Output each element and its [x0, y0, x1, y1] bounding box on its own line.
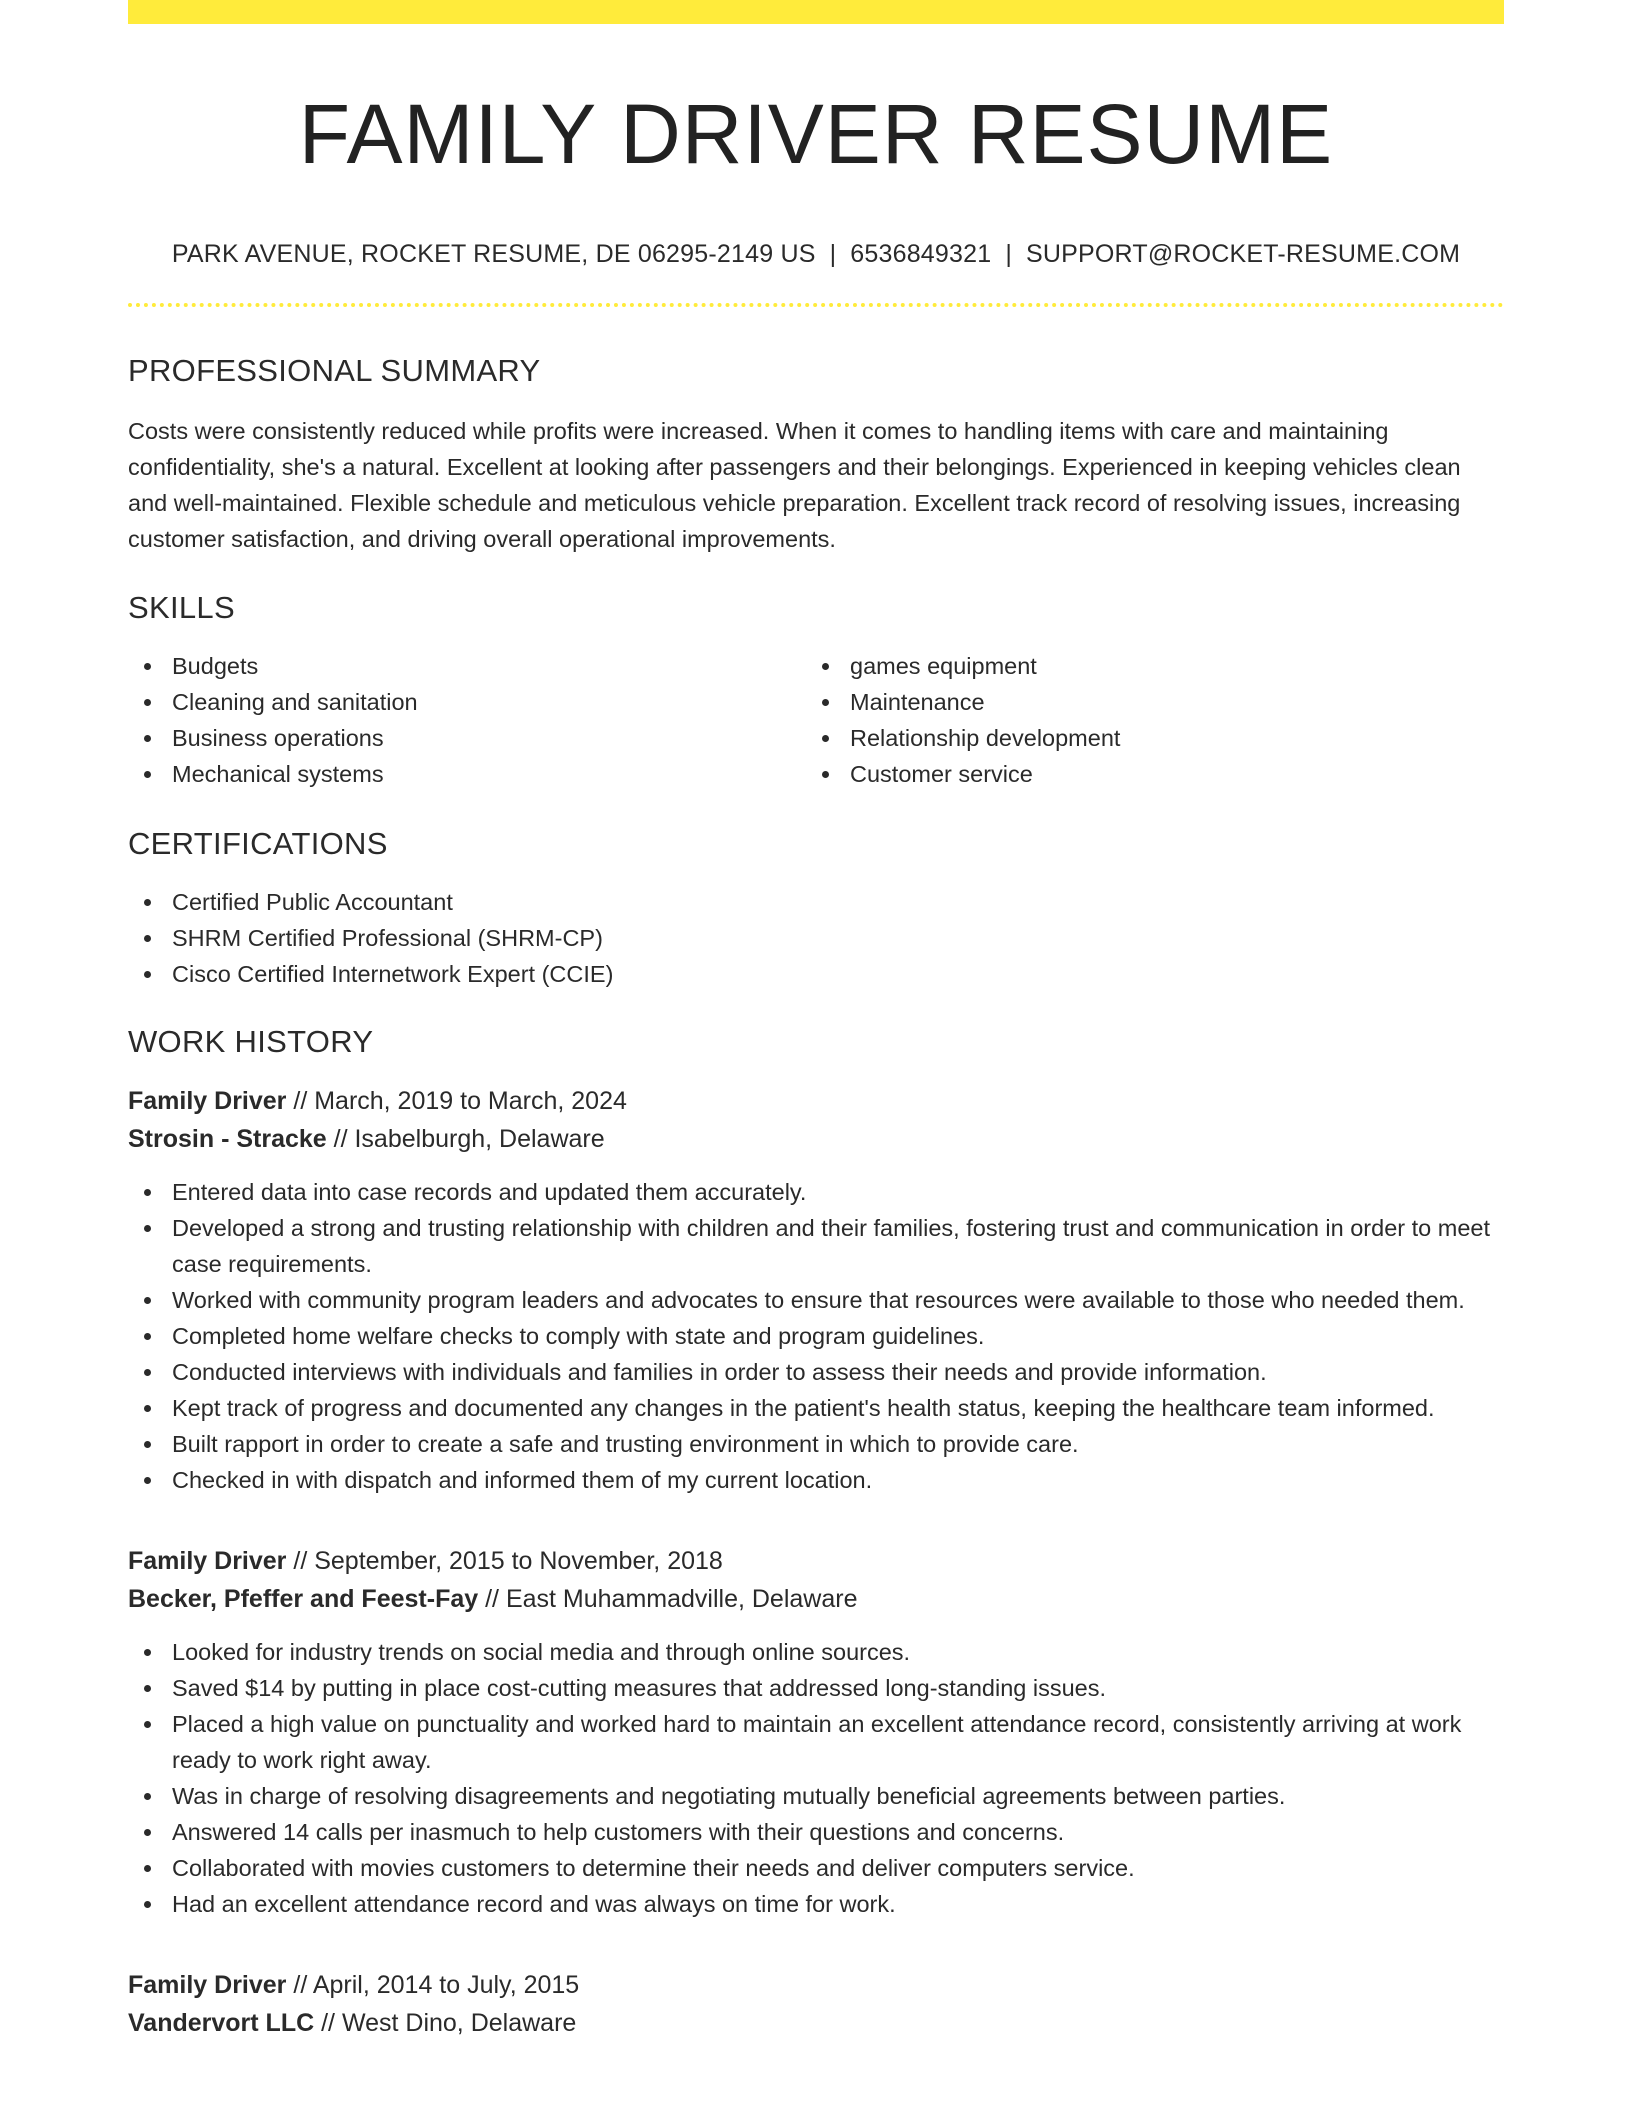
contact-separator: | — [1005, 240, 1013, 268]
job-duty-item: Developed a strong and trusting relationship with children and their families, fostering trust and communication in order to meet case requirements. — [128, 1210, 1504, 1282]
certification-item: SHRM Certified Professional (SHRM-CP) — [128, 920, 1504, 956]
job-duty-item: Was in charge of resolving disagreements and negotiating mutually beneficial agreements between parties. — [128, 1778, 1504, 1814]
job-company: Vandervort LLC — [128, 2009, 315, 2037]
job-duty-item: Entered data into case records and updated them accurately. — [128, 1174, 1504, 1210]
skill-item: Business operations — [128, 720, 806, 756]
job-duty-item: Completed home welfare checks to comply with state and program guidelines. — [128, 1318, 1504, 1354]
certification-item: Certified Public Accountant — [128, 884, 1504, 920]
job-location: // East Muhammadville, Delaware — [485, 1585, 858, 1613]
job-duty-item: Checked in with dispatch and informed them of my current location. — [128, 1462, 1504, 1498]
job-location: // Isabelburgh, Delaware — [333, 1125, 605, 1153]
certification-item: Cisco Certified Internetwork Expert (CCIE) — [128, 956, 1504, 992]
skill-item: Relationship development — [806, 720, 1484, 756]
job-company: Strosin - Stracke — [128, 1125, 327, 1153]
job-duty-item: Worked with community program leaders and advocates to ensure that resources were available to those who needed them. — [128, 1282, 1504, 1318]
skill-item: Customer service — [806, 756, 1484, 792]
job-duties-list — [128, 1634, 1504, 1922]
skills-column-left — [128, 648, 806, 792]
job-entry — [128, 1082, 1504, 1498]
job-company: Becker, Pfeffer and Feest-Fay — [128, 1585, 479, 1613]
job-duty-item: Conducted interviews with individuals and families in order to assess their needs and provide information. — [128, 1354, 1504, 1390]
summary-heading: PROFESSIONAL SUMMARY — [128, 353, 541, 388]
certifications-heading: CERTIFICATIONS — [128, 826, 388, 861]
skills-list-right — [806, 648, 1484, 792]
job-duties-list — [128, 1174, 1504, 1498]
job-company-line — [128, 2004, 1504, 2042]
job-entry — [128, 1542, 1504, 1922]
job-entry — [128, 1966, 1504, 2042]
address-text: PARK AVENUE, ROCKET RESUME, DE 06295-2149 US — [171, 240, 816, 268]
job-dates: // September, 2015 to November, 2018 — [293, 1547, 723, 1575]
skill-item: games equipment — [806, 648, 1484, 684]
resume-page — [128, 0, 1504, 2042]
dotted-divider — [128, 303, 1504, 307]
job-duty-item: Looked for industry trends on social media and through online sources. — [128, 1634, 1504, 1670]
skill-item: Maintenance — [806, 684, 1484, 720]
summary-text: Costs were consistently reduced while profits were increased. When it comes to handling items with care and maintaining confidentiality, she's a natural. Excellent at looking after passengers and their belongings. Experienced in keeping vehicles clean and well-maintained. Flexible schedule and meticulous vehicle preparation. Excellent track record of resolving issues, increasing customer satisfaction, and driving overall operational improvements. — [128, 418, 1461, 552]
contact-line — [128, 238, 1504, 270]
job-title: Family Driver — [128, 1087, 287, 1115]
job-dates: // April, 2014 to July, 2015 — [293, 1971, 580, 1999]
job-duty-item: Collaborated with movies customers to determine their needs and deliver computers service. — [128, 1850, 1504, 1886]
phone-text: 6536849321 — [850, 240, 992, 268]
skills-heading: SKILLS — [128, 590, 235, 625]
job-duty-item: Placed a high value on punctuality and worked hard to maintain an excellent attendance record, consistently arriving at work ready to work right away. — [128, 1706, 1504, 1778]
job-title-line — [128, 1542, 1504, 1580]
job-dates: // March, 2019 to March, 2024 — [293, 1087, 627, 1115]
job-duty-item: Saved $14 by putting in place cost-cutting measures that addressed long-standing issues. — [128, 1670, 1504, 1706]
job-title-line — [128, 1966, 1504, 2004]
skills-grid — [128, 648, 1504, 792]
job-duty-item: Answered 14 calls per inasmuch to help customers with their questions and concerns. — [128, 1814, 1504, 1850]
top-accent-bar — [128, 0, 1504, 24]
job-title: Family Driver — [128, 1971, 287, 1999]
work-history-heading: WORK HISTORY — [128, 1024, 374, 1059]
job-title-line — [128, 1082, 1504, 1120]
job-company-line — [128, 1580, 1504, 1618]
job-title: Family Driver — [128, 1547, 287, 1575]
job-duty-item: Kept track of progress and documented any changes in the patient's health status, keeping the healthcare team informed. — [128, 1390, 1504, 1426]
skills-column-right — [806, 648, 1484, 792]
resume-title: FAMILY DRIVER RESUME — [298, 87, 1334, 181]
skill-item: Cleaning and sanitation — [128, 684, 806, 720]
job-location: // West Dino, Delaware — [321, 2009, 577, 2037]
skills-list-left — [128, 648, 806, 792]
skill-item: Mechanical systems — [128, 756, 806, 792]
job-duty-item: Built rapport in order to create a safe and trusting environment in which to provide care. — [128, 1426, 1504, 1462]
certifications-list — [128, 884, 1504, 992]
job-company-line — [128, 1120, 1504, 1158]
job-duty-item: Had an excellent attendance record and was always on time for work. — [128, 1886, 1504, 1922]
contact-separator: | — [829, 240, 837, 268]
email-text: SUPPORT@ROCKET-RESUME.COM — [1026, 240, 1461, 268]
skill-item: Budgets — [128, 648, 806, 684]
